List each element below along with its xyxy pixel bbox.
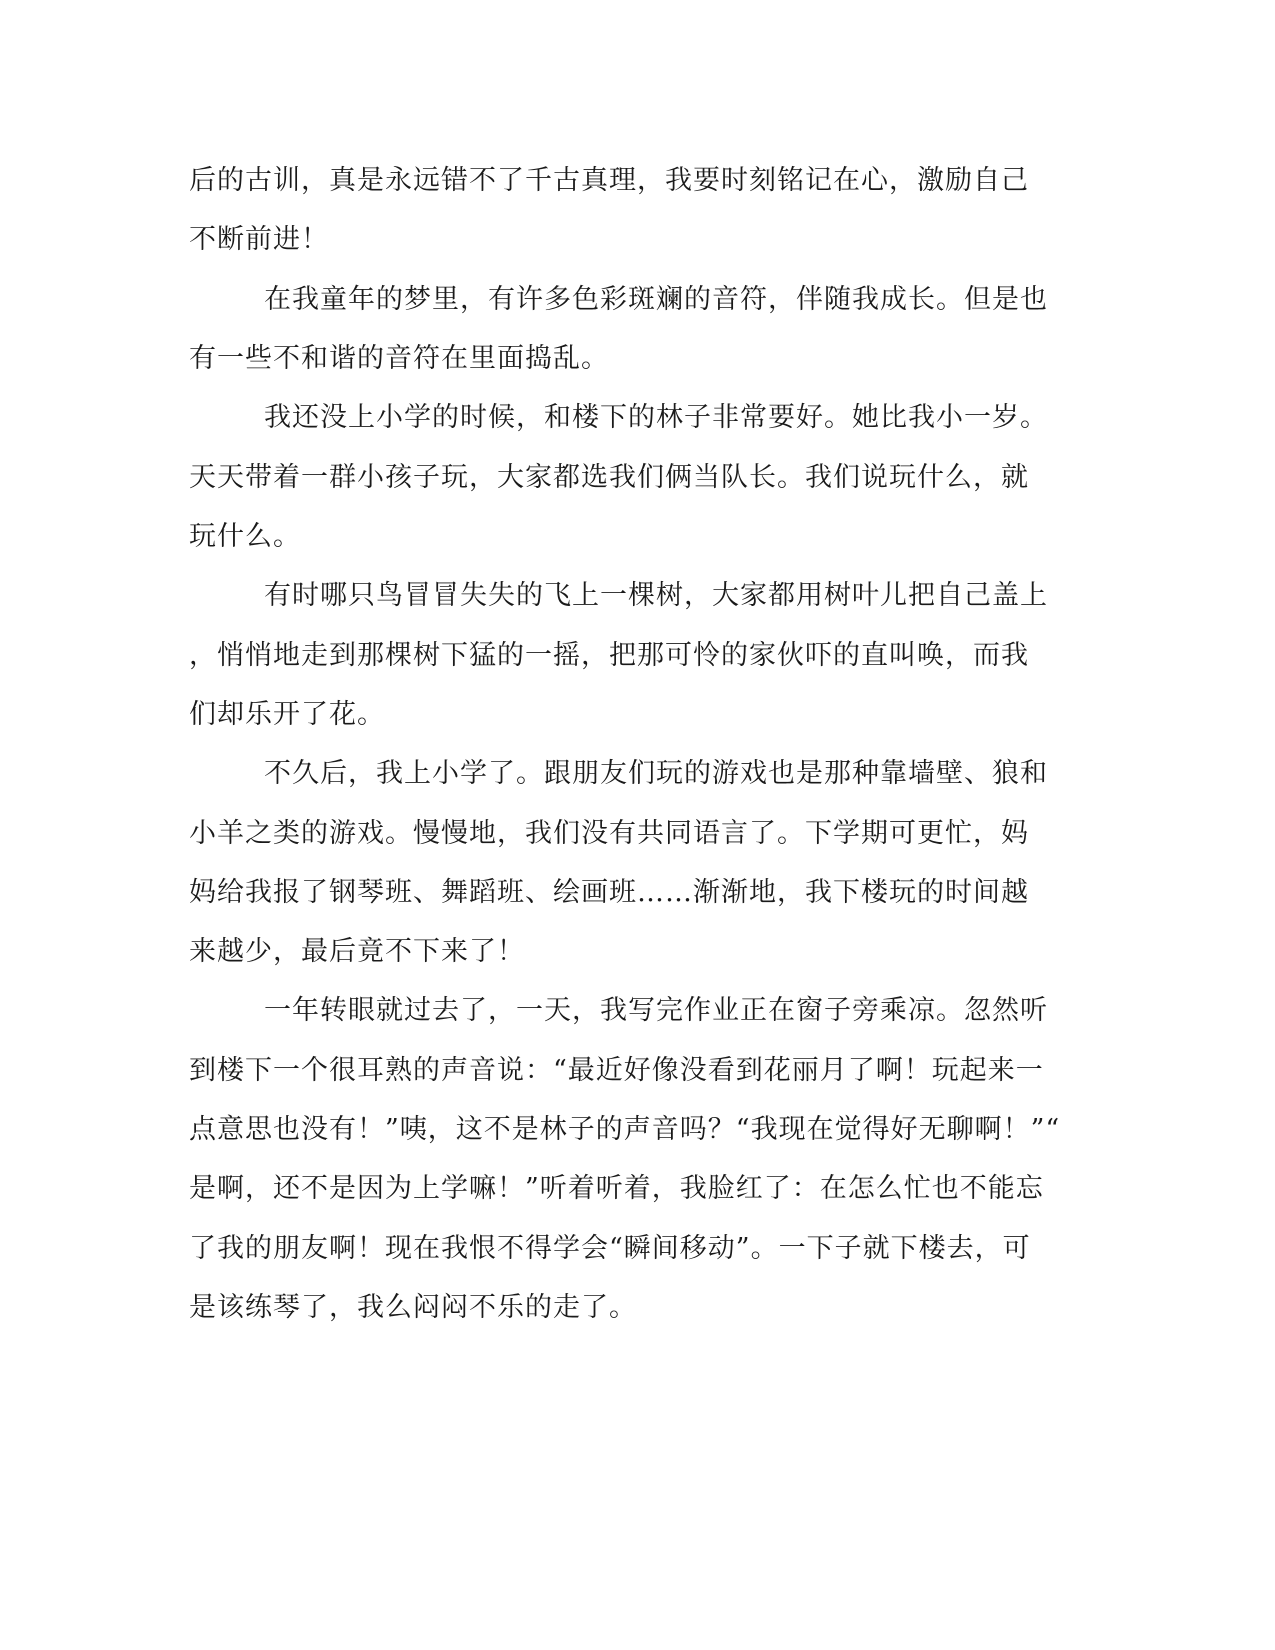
text-line: 了我的朋友啊！现在我恨不得学会“瞬间移动”。一下子就下楼去，可 <box>189 1233 1031 1264</box>
paragraph-first-line: 有时哪只鸟冒冒失失的飞上一棵树，大家都用树叶儿把自己盖上 <box>264 580 1048 611</box>
text-line: 到楼下一个很耳熟的声音说：“最近好像没看到花丽月了啊！玩起来一 <box>189 1055 1044 1086</box>
paragraph-first-line: 一年转眼就过去了，一天，我写完作业正在窗子旁乘凉。忽然听 <box>264 995 1048 1026</box>
text-line: 是啊，还不是因为上学嘛！”听着听着，我脸红了：在怎么忙也不能忘 <box>189 1173 1044 1204</box>
paragraph-first-line: 在我童年的梦里，有许多色彩斑斓的音符，伴随我成长。但是也 <box>264 284 1048 315</box>
text-line: 点意思也没有！”咦，这不是林子的声音吗？“我现在觉得好无聊啊！”“ <box>189 1114 1061 1145</box>
paragraph-first-line: 不久后，我上小学了。跟朋友们玩的游戏也是那种靠墙壁、狼和 <box>264 758 1048 789</box>
text-line: 玩什么。 <box>189 521 301 552</box>
paragraph-first-line: 我还没上小学的时候，和楼下的林子非常要好。她比我小一岁。 <box>264 402 1048 433</box>
text-line: 妈给我报了钢琴班、舞蹈班、绘画班……渐渐地，我下楼玩的时间越 <box>189 877 1029 908</box>
text-line: 小羊之类的游戏。慢慢地，我们没有共同语言了。下学期可更忙，妈 <box>189 818 1029 849</box>
text-line: 是该练琴了，我么闷闷不乐的走了。 <box>189 1292 637 1323</box>
text-line: 不断前进！ <box>189 224 329 255</box>
text-line: 们却乐开了花。 <box>189 699 385 730</box>
text-line: ，悄悄地走到那棵树下猛的一摇，把那可怜的家伙吓的直叫唤，而我 <box>189 640 1029 671</box>
text-line: 有一些不和谐的音符在里面捣乱。 <box>189 343 609 374</box>
text-line: 来越少，最后竟不下来了！ <box>189 936 525 967</box>
text-line: 后的古训，真是永远错不了千古真理，我要时刻铭记在心，激励自己 <box>189 165 1029 196</box>
text-line: 天天带着一群小孩子玩，大家都选我们俩当队长。我们说玩什么，就 <box>189 462 1029 493</box>
